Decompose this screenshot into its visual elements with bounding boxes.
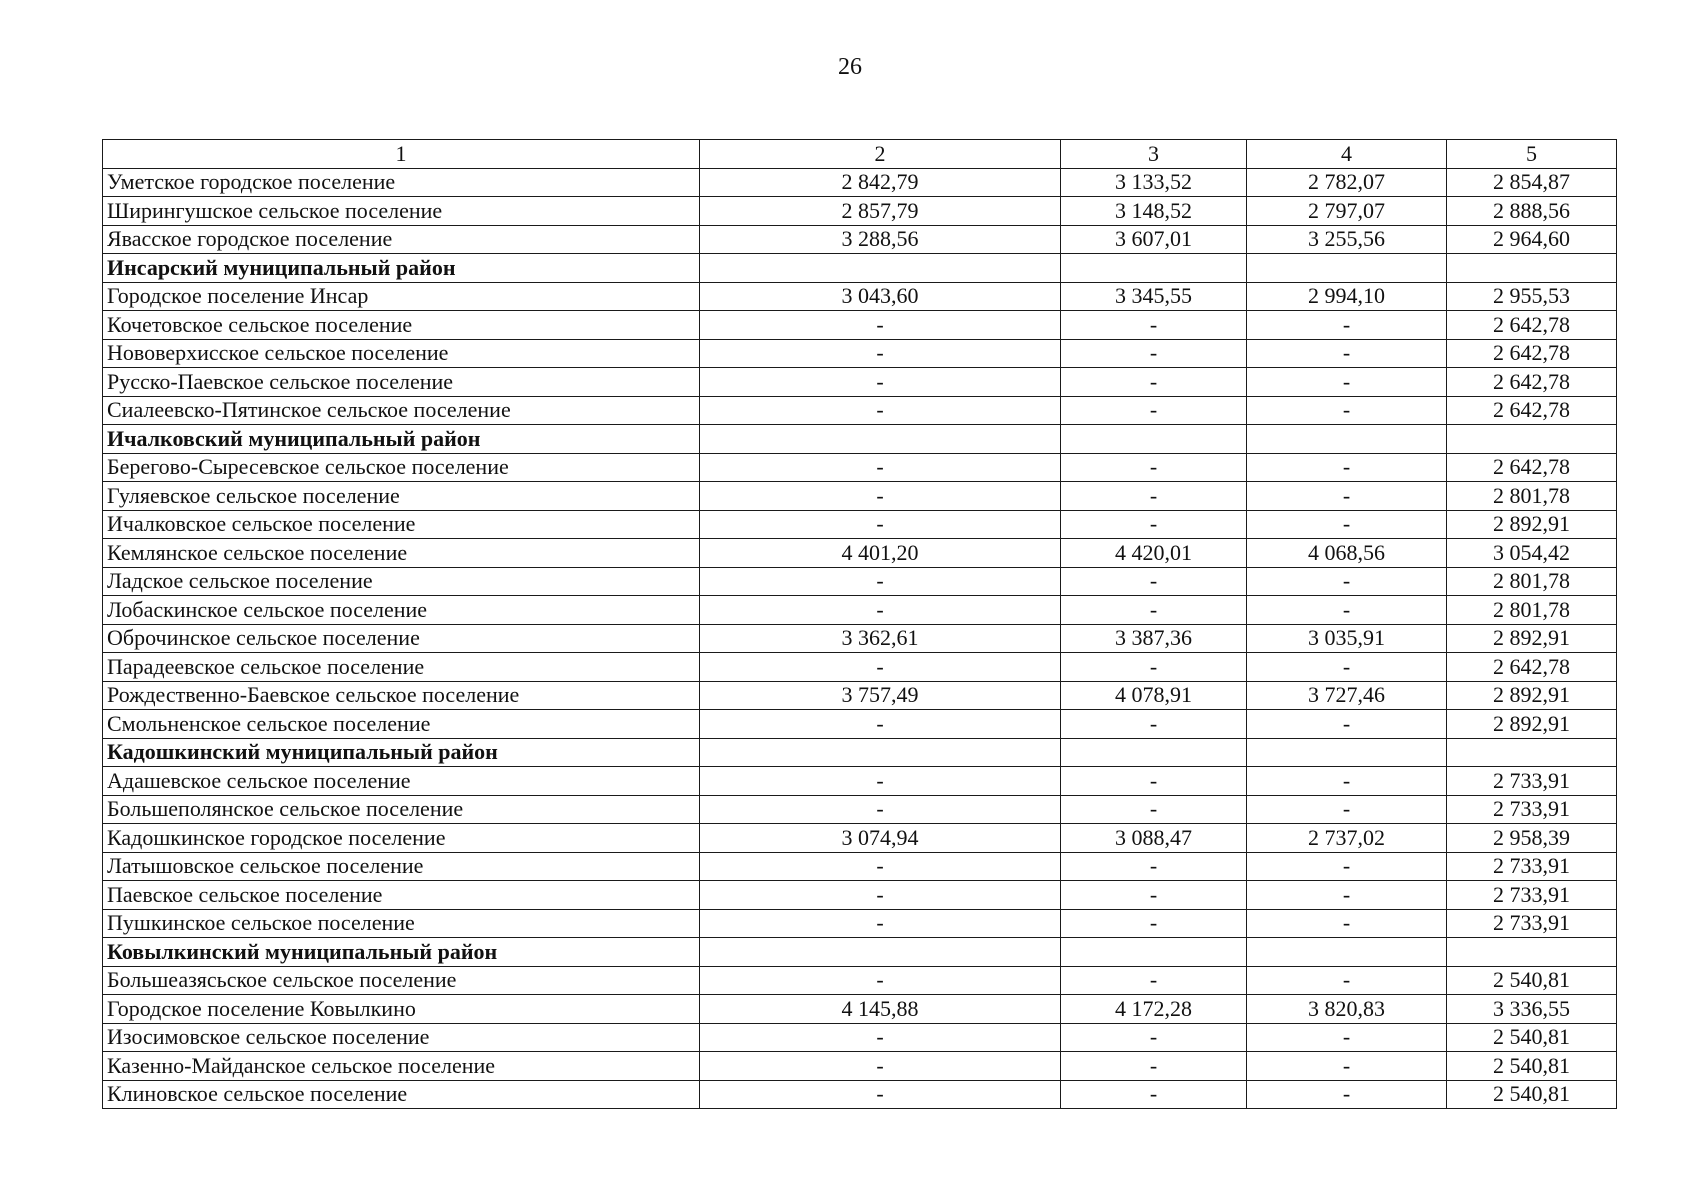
table-row — [103, 311, 1617, 340]
value-cell: - — [1247, 567, 1447, 596]
value-cell: 3 035,91 — [1247, 624, 1447, 653]
settlement-name-cell: Явасское городское поселение — [103, 225, 700, 254]
value-cell: - — [1247, 368, 1447, 397]
value-cell: - — [1247, 1023, 1447, 1052]
value-cell: 2 801,78 — [1447, 596, 1617, 625]
value-cell: - — [700, 909, 1061, 938]
value-cell: - — [1061, 909, 1247, 938]
table-row — [103, 653, 1617, 682]
value-cell: 2 642,78 — [1447, 453, 1617, 482]
value-cell: 2 642,78 — [1447, 653, 1617, 682]
value-cell: 2 797,07 — [1247, 197, 1447, 226]
value-cell — [1247, 254, 1447, 283]
value-cell: - — [1247, 1052, 1447, 1081]
value-cell: - — [1061, 453, 1247, 482]
value-cell: - — [1247, 795, 1447, 824]
settlement-name-cell: Городское поселение Инсар — [103, 282, 700, 311]
value-cell — [700, 738, 1061, 767]
value-cell: 2 958,39 — [1447, 824, 1617, 853]
value-cell: - — [1247, 482, 1447, 511]
value-cell — [700, 254, 1061, 283]
value-cell: - — [700, 339, 1061, 368]
value-cell: 2 733,91 — [1447, 767, 1617, 796]
value-cell: 2 733,91 — [1447, 909, 1617, 938]
value-cell: - — [1061, 653, 1247, 682]
value-cell — [1447, 254, 1617, 283]
settlement-name-cell: Кемлянское сельское поселение — [103, 539, 700, 568]
value-cell — [1447, 738, 1617, 767]
table-row — [103, 909, 1617, 938]
value-cell: 4 145,88 — [700, 995, 1061, 1024]
value-cell — [1247, 938, 1447, 967]
header-cell: 5 — [1447, 140, 1617, 169]
district-row — [103, 938, 1617, 967]
value-cell: 2 733,91 — [1447, 795, 1617, 824]
value-cell: - — [1247, 881, 1447, 910]
value-cell: 3 288,56 — [700, 225, 1061, 254]
value-cell: 2 892,91 — [1447, 624, 1617, 653]
value-cell: 3 054,42 — [1447, 539, 1617, 568]
value-cell: - — [1247, 453, 1447, 482]
settlement-name-cell: Нововерхисское сельское поселение — [103, 339, 700, 368]
table-row — [103, 852, 1617, 881]
value-cell: 2 955,53 — [1447, 282, 1617, 311]
value-cell: - — [700, 767, 1061, 796]
table-row — [103, 1080, 1617, 1109]
settlement-name-cell: Смольненское сельское поселение — [103, 710, 700, 739]
value-cell: - — [1061, 567, 1247, 596]
value-cell: 2 801,78 — [1447, 567, 1617, 596]
settlement-name-cell: Ладское сельское поселение — [103, 567, 700, 596]
value-cell: 3 345,55 — [1061, 282, 1247, 311]
value-cell: 3 387,36 — [1061, 624, 1247, 653]
value-cell: 2 540,81 — [1447, 1052, 1617, 1081]
header-cell: 4 — [1247, 140, 1447, 169]
value-cell: - — [1061, 795, 1247, 824]
value-cell: - — [1247, 1080, 1447, 1109]
value-cell: - — [700, 710, 1061, 739]
value-cell — [1061, 938, 1247, 967]
table-header-row — [103, 140, 1617, 169]
table-row — [103, 824, 1617, 853]
value-cell: 4 068,56 — [1247, 539, 1447, 568]
value-cell: - — [700, 510, 1061, 539]
table-row — [103, 881, 1617, 910]
value-cell: 4 172,28 — [1061, 995, 1247, 1024]
value-cell: - — [1247, 339, 1447, 368]
value-cell: 4 078,91 — [1061, 681, 1247, 710]
district-row — [103, 425, 1617, 454]
value-cell: 2 540,81 — [1447, 1080, 1617, 1109]
table-row — [103, 368, 1617, 397]
settlement-name-cell: Парадеевское сельское поселение — [103, 653, 700, 682]
value-cell: 2 892,91 — [1447, 710, 1617, 739]
settlement-name-cell: Ширингушское сельское поселение — [103, 197, 700, 226]
table-row — [103, 710, 1617, 739]
settlement-name-cell: Лобаскинское сельское поселение — [103, 596, 700, 625]
value-cell: - — [1247, 710, 1447, 739]
table-row — [103, 510, 1617, 539]
value-cell: - — [1247, 966, 1447, 995]
value-cell: - — [1061, 510, 1247, 539]
page-number: 26 — [838, 54, 862, 80]
value-cell: 2 733,91 — [1447, 852, 1617, 881]
value-cell: 3 820,83 — [1247, 995, 1447, 1024]
settlement-name-cell: Клиновское сельское поселение — [103, 1080, 700, 1109]
table-row — [103, 225, 1617, 254]
value-cell: - — [700, 567, 1061, 596]
value-cell: - — [1247, 510, 1447, 539]
district-name-cell: Ичалковский муниципальный район — [103, 425, 700, 454]
table-row — [103, 795, 1617, 824]
value-cell: 2 642,78 — [1447, 396, 1617, 425]
value-cell: 3 043,60 — [700, 282, 1061, 311]
settlement-name-cell: Ичалковское сельское поселение — [103, 510, 700, 539]
settlement-name-cell: Оброчинское сельское поселение — [103, 624, 700, 653]
value-cell: 2 540,81 — [1447, 1023, 1617, 1052]
value-cell: - — [700, 795, 1061, 824]
table-row — [103, 567, 1617, 596]
value-cell: 2 642,78 — [1447, 339, 1617, 368]
table-row — [103, 596, 1617, 625]
value-cell: 3 727,46 — [1247, 681, 1447, 710]
settlement-name-cell: Уметское городское поселение — [103, 168, 700, 197]
value-cell: - — [1061, 767, 1247, 796]
value-cell: - — [700, 1052, 1061, 1081]
value-cell: 2 737,02 — [1247, 824, 1447, 853]
settlement-name-cell: Изосимовское сельское поселение — [103, 1023, 700, 1052]
value-cell — [1061, 738, 1247, 767]
value-cell: - — [1061, 596, 1247, 625]
table-row — [103, 681, 1617, 710]
value-cell: - — [1061, 710, 1247, 739]
value-cell: 3 362,61 — [700, 624, 1061, 653]
settlement-name-cell: Латышовское сельское поселение — [103, 852, 700, 881]
value-cell: - — [1061, 1023, 1247, 1052]
value-cell: - — [1247, 852, 1447, 881]
table-row — [103, 396, 1617, 425]
table-row — [103, 453, 1617, 482]
settlement-name-cell: Кадошкинское городское поселение — [103, 824, 700, 853]
value-cell: 2 782,07 — [1247, 168, 1447, 197]
table-body — [103, 140, 1617, 1109]
header-cell: 1 — [103, 140, 700, 169]
value-cell: 3 148,52 — [1061, 197, 1247, 226]
value-cell: - — [1061, 966, 1247, 995]
value-cell: - — [1247, 596, 1447, 625]
value-cell — [1061, 425, 1247, 454]
value-cell: - — [1061, 311, 1247, 340]
value-cell: 3 255,56 — [1247, 225, 1447, 254]
settlement-name-cell: Большеазясьское сельское поселение — [103, 966, 700, 995]
value-cell: 2 994,10 — [1247, 282, 1447, 311]
settlement-name-cell: Русско-Паевское сельское поселение — [103, 368, 700, 397]
value-cell: - — [1061, 1080, 1247, 1109]
table-row — [103, 767, 1617, 796]
district-name-cell: Инсарский муниципальный район — [103, 254, 700, 283]
value-cell: - — [700, 1023, 1061, 1052]
value-cell: - — [1061, 852, 1247, 881]
settlement-name-cell: Кочетовское сельское поселение — [103, 311, 700, 340]
settlement-name-cell: Пушкинское сельское поселение — [103, 909, 700, 938]
value-cell: - — [700, 482, 1061, 511]
value-cell: - — [700, 453, 1061, 482]
value-cell: 2 642,78 — [1447, 368, 1617, 397]
value-cell: 3 088,47 — [1061, 824, 1247, 853]
value-cell: - — [700, 596, 1061, 625]
value-cell: - — [1247, 396, 1447, 425]
table-row — [103, 995, 1617, 1024]
header-cell: 3 — [1061, 140, 1247, 169]
data-table — [102, 139, 1617, 1109]
value-cell: - — [1247, 909, 1447, 938]
value-cell: - — [700, 852, 1061, 881]
district-row — [103, 738, 1617, 767]
settlement-name-cell: Казенно-Майданское сельское поселение — [103, 1052, 700, 1081]
settlement-name-cell: Рождественно-Баевское сельское поселение — [103, 681, 700, 710]
table-row — [103, 1052, 1617, 1081]
value-cell: - — [700, 881, 1061, 910]
value-cell: - — [700, 396, 1061, 425]
district-name-cell: Кадошкинский муниципальный район — [103, 738, 700, 767]
value-cell: 3 133,52 — [1061, 168, 1247, 197]
value-cell: - — [1061, 881, 1247, 910]
value-cell: - — [700, 311, 1061, 340]
value-cell: 3 757,49 — [700, 681, 1061, 710]
value-cell — [1247, 425, 1447, 454]
value-cell: 2 801,78 — [1447, 482, 1617, 511]
value-cell: - — [1061, 396, 1247, 425]
table-row — [103, 1023, 1617, 1052]
settlement-name-cell: Гуляевское сельское поселение — [103, 482, 700, 511]
value-cell: 2 854,87 — [1447, 168, 1617, 197]
value-cell: 2 892,91 — [1447, 681, 1617, 710]
value-cell: 2 888,56 — [1447, 197, 1617, 226]
value-cell: 3 074,94 — [700, 824, 1061, 853]
value-cell: 2 857,79 — [700, 197, 1061, 226]
value-cell: 3 336,55 — [1447, 995, 1617, 1024]
value-cell: 2 892,91 — [1447, 510, 1617, 539]
value-cell: - — [1061, 339, 1247, 368]
table-row — [103, 966, 1617, 995]
value-cell: - — [1247, 653, 1447, 682]
value-cell: 2 842,79 — [700, 168, 1061, 197]
district-name-cell: Ковылкинский муниципальный район — [103, 938, 700, 967]
value-cell — [700, 425, 1061, 454]
district-row — [103, 254, 1617, 283]
value-cell: 2 642,78 — [1447, 311, 1617, 340]
value-cell — [700, 938, 1061, 967]
value-cell: - — [1061, 482, 1247, 511]
value-cell: - — [700, 653, 1061, 682]
settlement-name-cell: Адашевское сельское поселение — [103, 767, 700, 796]
value-cell: - — [1247, 767, 1447, 796]
table-row — [103, 539, 1617, 568]
value-cell: 2 733,91 — [1447, 881, 1617, 910]
value-cell: - — [1061, 1052, 1247, 1081]
value-cell: 4 401,20 — [700, 539, 1061, 568]
value-cell — [1447, 938, 1617, 967]
table-row — [103, 624, 1617, 653]
settlement-name-cell: Сиалеевско-Пятинское сельское поселение — [103, 396, 700, 425]
value-cell — [1061, 254, 1247, 283]
value-cell — [1447, 425, 1617, 454]
value-cell: 2 964,60 — [1447, 225, 1617, 254]
settlement-name-cell: Берегово-Сыресевское сельское поселение — [103, 453, 700, 482]
value-cell: 4 420,01 — [1061, 539, 1247, 568]
value-cell: - — [1247, 311, 1447, 340]
value-cell: - — [700, 1080, 1061, 1109]
settlement-name-cell: Паевское сельское поселение — [103, 881, 700, 910]
value-cell: 2 540,81 — [1447, 966, 1617, 995]
table-row — [103, 168, 1617, 197]
table-row — [103, 339, 1617, 368]
value-cell: 3 607,01 — [1061, 225, 1247, 254]
value-cell — [1247, 738, 1447, 767]
table-row — [103, 197, 1617, 226]
table-row — [103, 482, 1617, 511]
settlement-name-cell: Городское поселение Ковылкино — [103, 995, 700, 1024]
table-row — [103, 282, 1617, 311]
header-cell: 2 — [700, 140, 1061, 169]
settlement-name-cell: Большеполянское сельское поселение — [103, 795, 700, 824]
value-cell: - — [1061, 368, 1247, 397]
value-cell: - — [700, 966, 1061, 995]
value-cell: - — [700, 368, 1061, 397]
